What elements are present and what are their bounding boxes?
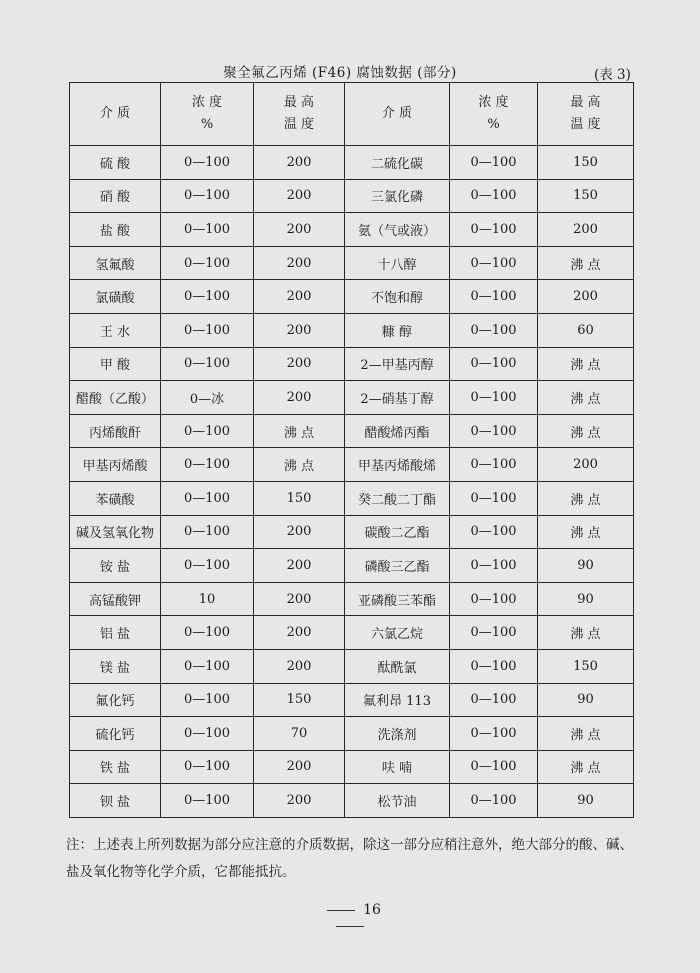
table-row bbox=[70, 448, 634, 482]
table-title: 聚全氟乙丙烯 (F46) 腐蚀数据 (部分) bbox=[223, 65, 457, 81]
cell-concentration-right: 0—100 bbox=[450, 179, 538, 213]
table-row bbox=[70, 246, 634, 280]
cell-medium-left: 铝 盐 bbox=[70, 616, 161, 650]
cell-medium-left: 铁 盐 bbox=[70, 750, 161, 784]
cell-medium-right: 十八醇 bbox=[345, 246, 450, 280]
cell-concentration-right: 0—100 bbox=[450, 616, 538, 650]
cell-max-temp-right: 沸 点 bbox=[538, 414, 634, 448]
table-row bbox=[70, 213, 634, 247]
cell-medium-right: 糠 醇 bbox=[345, 313, 450, 347]
cell-medium-right: 六氯乙烷 bbox=[345, 616, 450, 650]
cell-concentration-left: 0—100 bbox=[161, 717, 254, 751]
cell-max-temp-left: 沸 点 bbox=[254, 414, 345, 448]
cell-concentration-left: 0—100 bbox=[161, 313, 254, 347]
cell-medium-left: 王 水 bbox=[70, 313, 161, 347]
cell-medium-right: 氨（气或液） bbox=[345, 213, 450, 247]
cell-max-temp-right: 60 bbox=[538, 313, 634, 347]
cell-concentration-right: 0—100 bbox=[450, 481, 538, 515]
cell-max-temp-left: 200 bbox=[254, 347, 345, 381]
cell-max-temp-right: 200 bbox=[538, 213, 634, 247]
cell-medium-right: 磷酸三乙酯 bbox=[345, 549, 450, 583]
cell-concentration-left: 10 bbox=[161, 582, 254, 616]
cell-concentration-right: 0—100 bbox=[450, 515, 538, 549]
cell-medium-right: 2—甲基丙醇 bbox=[345, 347, 450, 381]
cell-concentration-right: 0—100 bbox=[450, 784, 538, 818]
cell-max-temp-right: 沸 点 bbox=[538, 381, 634, 415]
cell-max-temp-left: 200 bbox=[254, 649, 345, 683]
cell-concentration-left: 0—100 bbox=[161, 481, 254, 515]
cell-max-temp-left: 150 bbox=[254, 481, 345, 515]
table-row bbox=[70, 784, 634, 818]
cell-max-temp-left: 200 bbox=[254, 784, 345, 818]
table-row bbox=[70, 146, 634, 180]
cell-medium-right: 酞酰氯 bbox=[345, 649, 450, 683]
cell-max-temp-left: 150 bbox=[254, 683, 345, 717]
table-row bbox=[70, 750, 634, 784]
cell-max-temp-right: 150 bbox=[538, 146, 634, 180]
cell-concentration-right: 0—100 bbox=[450, 313, 538, 347]
cell-concentration-right: 0—100 bbox=[450, 347, 538, 381]
cell-medium-right: 亚磷酸三苯酯 bbox=[345, 582, 450, 616]
cell-max-temp-right: 沸 点 bbox=[538, 616, 634, 650]
cell-concentration-left: 0—100 bbox=[161, 280, 254, 314]
cell-concentration-right: 0—100 bbox=[450, 448, 538, 482]
cell-medium-left: 硫 酸 bbox=[70, 146, 161, 180]
cell-concentration-left: 0—100 bbox=[161, 179, 254, 213]
cell-medium-right: 2—硝基丁醇 bbox=[345, 381, 450, 415]
cell-medium-right: 碳酸二乙酯 bbox=[345, 515, 450, 549]
table-row bbox=[70, 313, 634, 347]
cell-concentration-right: 0—100 bbox=[450, 549, 538, 583]
cell-concentration-right: 0—100 bbox=[450, 381, 538, 415]
cell-medium-right: 二硫化碳 bbox=[345, 146, 450, 180]
cell-concentration-right: 0—100 bbox=[450, 582, 538, 616]
table-row bbox=[70, 179, 634, 213]
cell-max-temp-right: 沸 点 bbox=[538, 750, 634, 784]
cell-medium-right: 氟利昂 113 bbox=[345, 683, 450, 717]
cell-medium-left: 苯磺酸 bbox=[70, 481, 161, 515]
cell-medium-left: 硫化钙 bbox=[70, 717, 161, 751]
cell-max-temp-left: 200 bbox=[254, 582, 345, 616]
cell-medium-left: 盐 酸 bbox=[70, 213, 161, 247]
cell-medium-left: 甲基丙烯酸 bbox=[70, 448, 161, 482]
cell-max-temp-right: 90 bbox=[538, 784, 634, 818]
cell-medium-left: 镁 盐 bbox=[70, 649, 161, 683]
cell-concentration-left: 0—冰 bbox=[161, 381, 254, 415]
cell-concentration-right: 0—100 bbox=[450, 213, 538, 247]
table-row bbox=[70, 414, 634, 448]
header-max-temp-left: 最 高 温 度 bbox=[254, 83, 345, 146]
cell-medium-right: 松节油 bbox=[345, 784, 450, 818]
cell-concentration-left: 0—100 bbox=[161, 213, 254, 247]
cell-max-temp-left: 70 bbox=[254, 717, 345, 751]
cell-medium-right: 醋酸烯丙酯 bbox=[345, 414, 450, 448]
cell-concentration-left: 0—100 bbox=[161, 146, 254, 180]
cell-medium-right: 癸二酸二丁酯 bbox=[345, 481, 450, 515]
cell-max-temp-left: 200 bbox=[254, 313, 345, 347]
cell-medium-left: 高锰酸钾 bbox=[70, 582, 161, 616]
cell-max-temp-left: 200 bbox=[254, 179, 345, 213]
table-row bbox=[70, 481, 634, 515]
cell-medium-right: 洗涤剂 bbox=[345, 717, 450, 751]
cell-concentration-left: 0—100 bbox=[161, 616, 254, 650]
cell-medium-left: 硝 酸 bbox=[70, 179, 161, 213]
cell-medium-right: 甲基丙烯酸烯 bbox=[345, 448, 450, 482]
header-medium-left: 介 质 bbox=[70, 83, 161, 146]
cell-medium-left: 氢氟酸 bbox=[70, 246, 161, 280]
cell-max-temp-right: 150 bbox=[538, 649, 634, 683]
table-row bbox=[70, 717, 634, 751]
cell-max-temp-right: 沸 点 bbox=[538, 515, 634, 549]
cell-max-temp-right: 90 bbox=[538, 549, 634, 583]
footnote: 注：上述表上所列数据为部分应注意的介质数据，除这一部分应稍注意外，绝大部分的酸、碱、盐及氧化物等化学介质，它都能抵抗。 bbox=[66, 837, 633, 880]
cell-concentration-right: 0—100 bbox=[450, 146, 538, 180]
cell-medium-left: 铵 盐 bbox=[70, 549, 161, 583]
table-body bbox=[70, 146, 634, 818]
cell-medium-right: 呋 喃 bbox=[345, 750, 450, 784]
cell-concentration-left: 0—100 bbox=[161, 750, 254, 784]
cell-concentration-right: 0—100 bbox=[450, 246, 538, 280]
cell-concentration-left: 0—100 bbox=[161, 246, 254, 280]
cell-medium-right: 三氯化磷 bbox=[345, 179, 450, 213]
cell-concentration-right: 0—100 bbox=[450, 414, 538, 448]
cell-medium-right: 不饱和醇 bbox=[345, 280, 450, 314]
cell-max-temp-right: 沸 点 bbox=[538, 347, 634, 381]
table-number: (表 3) bbox=[594, 67, 631, 83]
cell-concentration-right: 0—100 bbox=[450, 280, 538, 314]
cell-concentration-left: 0—100 bbox=[161, 784, 254, 818]
cell-max-temp-right: 150 bbox=[538, 179, 634, 213]
cell-max-temp-left: 200 bbox=[254, 549, 345, 583]
cell-max-temp-left: 200 bbox=[254, 280, 345, 314]
cell-max-temp-right: 90 bbox=[538, 582, 634, 616]
cell-max-temp-right: 200 bbox=[538, 280, 634, 314]
cell-max-temp-right: 沸 点 bbox=[538, 717, 634, 751]
cell-medium-left: 碱及氢氧化物 bbox=[70, 515, 161, 549]
cell-concentration-right: 0—100 bbox=[450, 750, 538, 784]
header-concentration-right: 浓 度 % bbox=[450, 83, 538, 146]
cell-medium-left: 甲 酸 bbox=[70, 347, 161, 381]
cell-max-temp-right: 沸 点 bbox=[538, 481, 634, 515]
table-row bbox=[70, 280, 634, 314]
cell-concentration-right: 0—100 bbox=[450, 717, 538, 751]
cell-max-temp-right: 200 bbox=[538, 448, 634, 482]
table-header-row bbox=[70, 83, 634, 146]
dash-left bbox=[327, 910, 355, 911]
cell-max-temp-left: 沸 点 bbox=[254, 448, 345, 482]
header-medium-right: 介 质 bbox=[345, 83, 450, 146]
cell-concentration-left: 0—100 bbox=[161, 515, 254, 549]
page-number-block bbox=[300, 902, 400, 934]
cell-medium-left: 钡 盐 bbox=[70, 784, 161, 818]
cell-concentration-left: 0—100 bbox=[161, 448, 254, 482]
cell-max-temp-left: 200 bbox=[254, 616, 345, 650]
table-row bbox=[70, 649, 634, 683]
cell-medium-left: 丙烯酸酐 bbox=[70, 414, 161, 448]
cell-concentration-right: 0—100 bbox=[450, 683, 538, 717]
cell-concentration-left: 0—100 bbox=[161, 347, 254, 381]
table-row bbox=[70, 582, 634, 616]
cell-max-temp-left: 200 bbox=[254, 750, 345, 784]
dash-right bbox=[336, 926, 364, 927]
cell-max-temp-left: 200 bbox=[254, 146, 345, 180]
cell-concentration-right: 0—100 bbox=[450, 649, 538, 683]
cell-medium-left: 氟化钙 bbox=[70, 683, 161, 717]
cell-concentration-left: 0—100 bbox=[161, 649, 254, 683]
cell-concentration-left: 0—100 bbox=[161, 414, 254, 448]
cell-medium-left: 氯磺酸 bbox=[70, 280, 161, 314]
corrosion-data-table bbox=[69, 82, 634, 818]
table-row bbox=[70, 381, 634, 415]
table-row bbox=[70, 683, 634, 717]
table-row bbox=[70, 616, 634, 650]
cell-medium-left: 醋酸（乙酸） bbox=[70, 381, 161, 415]
table-row bbox=[70, 347, 634, 381]
cell-max-temp-right: 90 bbox=[538, 683, 634, 717]
header-concentration-left: 浓 度 % bbox=[161, 83, 254, 146]
cell-max-temp-right: 沸 点 bbox=[538, 246, 634, 280]
table-row bbox=[70, 515, 634, 549]
cell-max-temp-left: 200 bbox=[254, 381, 345, 415]
cell-max-temp-left: 200 bbox=[254, 213, 345, 247]
page-number: 16 bbox=[363, 902, 381, 918]
cell-max-temp-left: 200 bbox=[254, 246, 345, 280]
cell-concentration-left: 0—100 bbox=[161, 549, 254, 583]
cell-concentration-left: 0—100 bbox=[161, 683, 254, 717]
cell-max-temp-left: 200 bbox=[254, 515, 345, 549]
header-max-temp-right: 最 高 温 度 bbox=[538, 83, 634, 146]
table-row bbox=[70, 549, 634, 583]
